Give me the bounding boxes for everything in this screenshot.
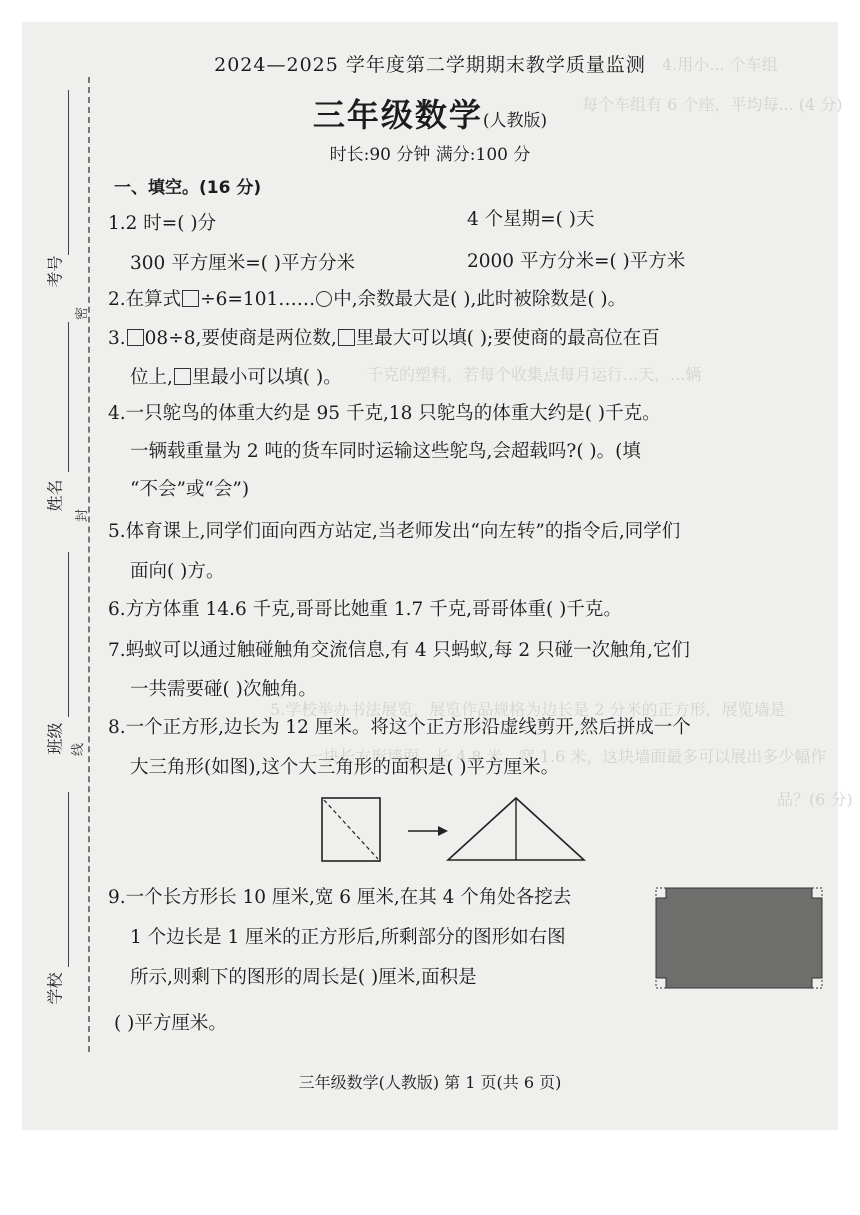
question-4-line2: 一辆载重量为 2 吨的货车同时运输这些鸵鸟,会超载吗?( )。(填	[130, 441, 641, 462]
question-7-line2: 一共需要碰( )次触角。	[130, 679, 317, 700]
question-7-line1: 7.蚂蚁可以通过触碰触角交流信息,有 4 只蚂蚁,每 2 只碰一次触角,它们	[108, 640, 690, 661]
q3-text-b: 里最大可以填( );要使商的最高位在百	[355, 328, 660, 349]
seal-char-feng: 封	[75, 508, 91, 523]
question-9-line4: ( )平方厘米。	[114, 1013, 227, 1034]
q8-figure	[312, 794, 602, 866]
page-title	[22, 90, 838, 136]
question-9-line1: 9.一个长方形长 10 厘米,宽 6 厘米,在其 4 个角处各挖去	[108, 887, 572, 908]
blank-circle	[316, 291, 332, 307]
question-2	[108, 288, 626, 312]
side-label-class: 班级	[45, 722, 65, 755]
section-title: 一、填空。(16 分)	[114, 178, 262, 198]
q3-number: 3.	[108, 328, 126, 349]
name-write-line	[68, 322, 69, 472]
edition-label: (人教版)	[482, 111, 548, 131]
q2-text-pre: 2.在算式	[108, 289, 182, 310]
seal-char-mi: 密	[75, 306, 91, 321]
exam-title-line: 2024—2025 学年度第二学期期末教学质量监测	[214, 54, 646, 76]
q9-corner-square	[812, 888, 822, 898]
bleed-text: 每个车组有 6 个座，平均每... (4 分)	[582, 95, 843, 114]
seal-char-xian: 线	[71, 742, 87, 757]
q9-corner-square	[656, 978, 666, 988]
name-write-line	[68, 792, 69, 967]
q9-corner-square	[656, 888, 666, 898]
bleed-text: 5.学校举办书法展览，展览作品规格为边长是 2 分米的正方形，展览墙是	[270, 700, 786, 719]
question-8-line2: 大三角形(如图),这个大三角形的面积是( )平方厘米。	[130, 757, 560, 778]
q2-text-mid: ÷6=101……	[200, 289, 316, 310]
subject-title: 三年级数学	[312, 96, 483, 134]
q8-cut-line	[324, 800, 378, 859]
question-1b: 4 个星期=( )天	[467, 209, 595, 230]
blank-box	[174, 368, 191, 385]
question-4-line3: “不会”或“会”)	[130, 479, 250, 500]
binding-dashed-line	[88, 77, 90, 1052]
q9-figure	[652, 884, 826, 994]
q9-remaining-shape	[656, 888, 822, 988]
blank-box	[127, 329, 144, 346]
question-8-line1: 8.一个正方形,边长为 12 厘米。将这个正方形沿虚线剪开,然后拼成一个	[108, 717, 691, 738]
question-1c: 300 平方厘米=( )平方分米	[130, 253, 356, 274]
bleed-text: 4.用小... 个车组	[662, 55, 778, 74]
question-5-line1: 5.体育课上,同学们面向西方站定,当老师发出“向左转”的指令后,同学们	[108, 521, 681, 542]
question-9-line3: 所示,则剩下的图形的周长是( )厘米,面积是	[130, 967, 477, 988]
name-write-line	[68, 552, 69, 717]
q8-arrow-head	[438, 826, 448, 836]
blank-box	[182, 290, 199, 307]
question-1a: 1.2 时=( )分	[108, 213, 217, 234]
question-1d: 2000 平方分米=( )平方米	[467, 251, 686, 272]
question-3-line1	[108, 327, 660, 351]
question-6: 6.方方体重 14.6 千克,哥哥比她重 1.7 千克,哥哥体重( )千克。	[108, 599, 622, 620]
side-label-exam-number: 考号	[45, 255, 65, 288]
bleed-text: 品？(6 分)	[777, 790, 853, 809]
side-label-school: 学校	[45, 972, 65, 1005]
question-3-line2	[130, 366, 342, 390]
q3-text-a: 08÷8,要使商是两位数,	[144, 328, 337, 349]
q3-text-c: 位上,	[130, 367, 173, 388]
side-label-name: 姓名	[45, 479, 65, 512]
exam-page	[22, 22, 853, 1130]
blank-box	[338, 329, 355, 346]
page-footer: 三年级数学(人教版) 第 1 页(共 6 页)	[298, 1073, 562, 1092]
bleed-text: 一块长方形墙面，长 4.8 米，宽 1.6 米，这块墙面最多可以展出多少幅作	[307, 747, 827, 766]
exam-meta: 时长:90 分钟 满分:100 分	[329, 145, 531, 165]
question-5-line2: 面向( )方。	[130, 561, 225, 582]
question-4-line1: 4.一只鸵鸟的体重大约是 95 千克,18 只鸵鸟的体重大约是( )千克。	[108, 403, 661, 424]
q9-corner-square	[812, 978, 822, 988]
q2-text-post: 中,余数最大是( ),此时被除数是( )。	[333, 289, 627, 310]
bleed-text: 千克的塑料，若每个收集点每月运行...天，...辆	[367, 365, 702, 384]
q3-text-d: 里最小可以填( )。	[191, 367, 342, 388]
question-9-line2: 1 个边长是 1 厘米的正方形后,所剩部分的图形如右图	[130, 927, 566, 948]
